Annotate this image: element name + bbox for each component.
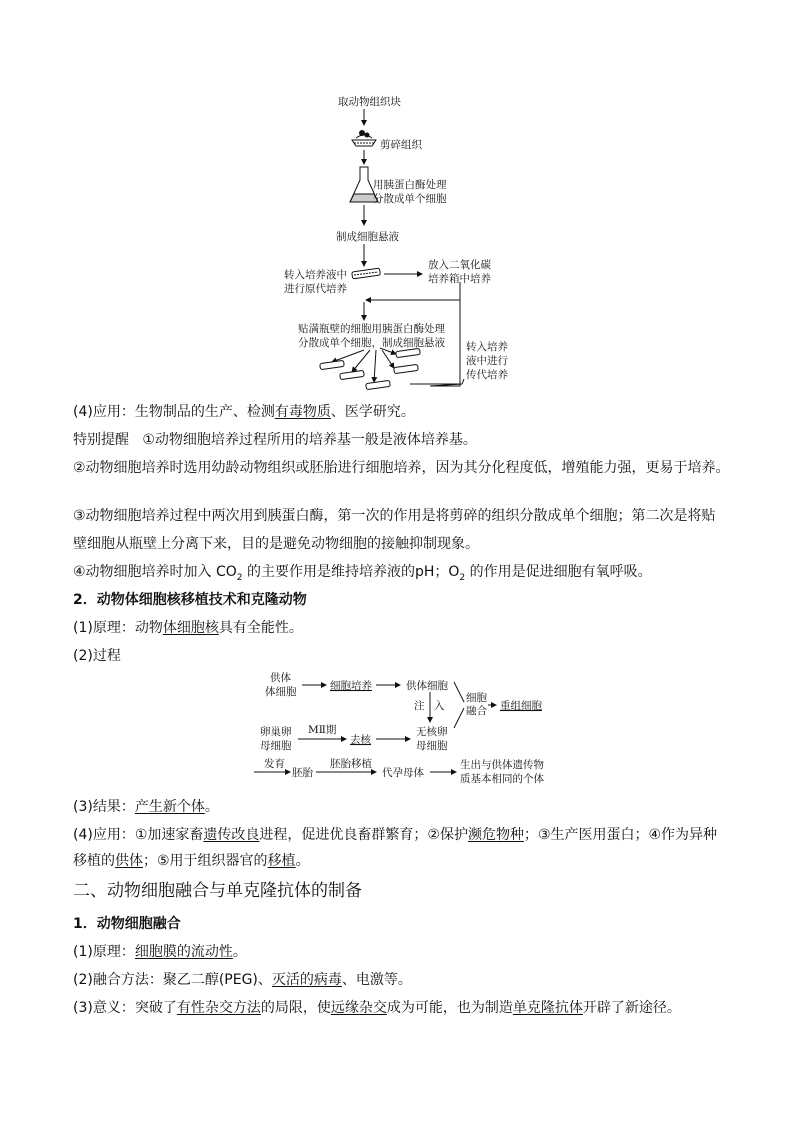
section-2-title: 2．动物体细胞核移植技术和克隆动物 — [73, 592, 307, 608]
flow2-recomb: 重组细胞 — [500, 700, 542, 712]
flow2-fuse-b: 融合 — [466, 705, 487, 717]
f3-3: 成为可能，也为制造 — [386, 1000, 513, 1016]
f3-u2: 远缘杂交 — [330, 1000, 387, 1016]
flow2-result-a: 生出与供体遗传物 — [460, 759, 544, 771]
p4a-3: ；③生产医用蛋白；④作为异种 — [523, 827, 718, 843]
fusion-principle-line — [73, 942, 247, 962]
flow1-co2b: 培养箱中培养 — [428, 273, 491, 285]
f3-1: (3)意义：突破了 — [73, 1000, 177, 1016]
flow1-step2: 剪碎组织 — [380, 139, 422, 151]
culture-bottle-icon — [352, 268, 381, 279]
p3-underline: 产生新个体 — [134, 799, 205, 815]
flow2-donor-b: 体细胞 — [265, 686, 297, 698]
flow1-step3b: 分散成单个细胞 — [373, 193, 447, 205]
app4-post: 、医学研究。 — [330, 404, 415, 420]
p3-pre: (3)结果： — [73, 799, 135, 815]
section-1-title: 1．动物细胞融合 — [73, 916, 181, 932]
p4a-1: (4)应用：①加速家畜 — [73, 827, 204, 843]
f2-post: 、电激等。 — [341, 972, 412, 988]
flow2-donor-cell: 供体细胞 — [406, 680, 448, 692]
passage-bottles-icon — [320, 348, 421, 389]
fusion-method-line — [73, 970, 412, 990]
flow2-culture: 细胞培养 — [330, 680, 372, 692]
p4a-u2: 濒危物种 — [467, 827, 524, 843]
f1-underline: 细胞膜的流动性 — [134, 944, 233, 960]
flow1-step1: 取动物组织块 — [338, 96, 401, 108]
flow2-ovary-b: 母细胞 — [260, 740, 292, 752]
flow2-nonuc-a: 无核卵 — [416, 726, 448, 738]
flow2-inject-a: 注 — [414, 700, 425, 712]
tip4-sub1: 2 — [236, 572, 243, 583]
fusion-meaning-line — [73, 998, 681, 1018]
flow1-step5a: 转入培养液中 — [284, 269, 347, 281]
tip4-pre: ④动物细胞培养时加入 CO — [73, 564, 237, 580]
application2-line-a — [73, 825, 717, 845]
f3-2: 的局限，使 — [260, 1000, 331, 1016]
tip-1: ①动物细胞培养过程所用的培养基一般是液体培养基。 — [142, 432, 477, 448]
p1-post: 具有全能性。 — [218, 620, 303, 636]
flow1-step3a: 用胰蛋白酶处理 — [373, 179, 447, 191]
flow1-step7a: 转入培养 — [466, 341, 508, 353]
p4b-u2: 移植 — [267, 853, 296, 869]
flow1-step6a: 贴满瓶壁的细胞用胰蛋白酶处理 — [298, 323, 445, 335]
flow1-return-line — [366, 288, 460, 300]
dish-icon — [352, 130, 376, 146]
process-label: (2)过程 — [73, 648, 121, 664]
flow1-step7b: 液中进行 — [466, 355, 508, 367]
result-line — [73, 797, 219, 817]
flow2-surrogate: 代孕母体 — [382, 767, 424, 779]
flow1-step7c: 传代培养 — [466, 369, 508, 381]
flow1-step5b: 进行原代培养 — [284, 283, 347, 295]
app4-underline: 有毒物质 — [274, 404, 331, 420]
flow2-donor-a: 供体 — [270, 672, 291, 684]
flow2-enucleate: 去核 — [350, 734, 371, 746]
nuclear-transfer-flowchart — [250, 668, 550, 792]
f3-4: 开辟了新途径。 — [582, 1000, 681, 1016]
flow2-embryo: 胚胎 — [292, 767, 313, 779]
f3-u3: 单克隆抗体 — [512, 1000, 583, 1016]
f2-pre: (2)融合方法：聚乙二醇(PEG)、 — [73, 972, 272, 988]
p4a-2: 进程，促进优良畜群繁育；②保护 — [259, 827, 468, 843]
principle-line — [73, 618, 303, 638]
tip-line-3a: ③动物细胞培养过程中两次用到胰蛋白酶，第一次的作用是将剪碎的组织分散成单个细胞；第二次是将贴 — [73, 508, 716, 524]
flow2-transfer: 胚胎移植 — [330, 758, 372, 770]
f1-post: 。 — [232, 944, 247, 960]
flow2-develop: 发育 — [264, 758, 285, 770]
app4-pre: (4)应用：生物制品的生产、检测 — [73, 404, 275, 420]
flow2-result-b: 质基本相同的个体 — [460, 773, 544, 785]
p4a-u1: 遗传改良 — [203, 827, 260, 843]
tip-line-4 — [73, 562, 652, 588]
tip4-mid: 的主要作用是维持培养液的pH；O — [242, 564, 460, 580]
f3-u1: 有性杂交方法 — [176, 1000, 261, 1016]
p1-pre: (1)原理：动物 — [73, 620, 163, 636]
p4b-3: 。 — [295, 853, 310, 869]
application-line — [73, 402, 415, 422]
f2-underline: 灭活的病毒 — [271, 972, 342, 988]
f1-pre: (1)原理： — [73, 944, 135, 960]
p4b-1: 移植的 — [73, 853, 115, 869]
flow2-fuse-a: 细胞 — [466, 692, 487, 704]
flow2-inject-b: 入 — [434, 700, 445, 712]
tip-line-3b: 壁细胞从瓶壁上分离下来，目的是避免动物细胞的接触抑制现象。 — [73, 536, 479, 552]
tip-label: 特别提醒 — [73, 432, 129, 448]
chapter-heading: 二、动物细胞融合与单克隆抗体的制备 — [73, 881, 362, 901]
cell-culture-flowchart — [270, 92, 530, 392]
flow1-step4: 制成细胞悬液 — [336, 231, 399, 243]
p3-post: 。 — [204, 799, 219, 815]
tip-line-2: ②动物细胞培养时选用幼龄动物组织或胚胎进行细胞培养，因为其分化程度低，增殖能力强，更易于培养。 — [73, 460, 730, 476]
p4b-u1: 供体 — [115, 853, 143, 869]
p1-underline: 体细胞核 — [162, 620, 219, 636]
application2-line-b — [73, 851, 310, 871]
flow1-co2a: 放入二氧化碳 — [428, 259, 491, 271]
p4b-2: ；⑤用于组织器官的 — [143, 853, 268, 869]
flow2-nonuc-b: 母细胞 — [416, 740, 448, 752]
tip4-sub2: 2 — [459, 572, 466, 583]
flow2-ovary-a: 卵巢卵 — [260, 726, 292, 738]
flow1-step6b: 分散成单个细胞，制成细胞悬液 — [298, 337, 445, 349]
tip4-post: 的作用是促进细胞有氧呼吸。 — [465, 564, 652, 580]
tip-line-1 — [73, 430, 477, 450]
flow2-mii: MⅡ期 — [308, 724, 337, 736]
